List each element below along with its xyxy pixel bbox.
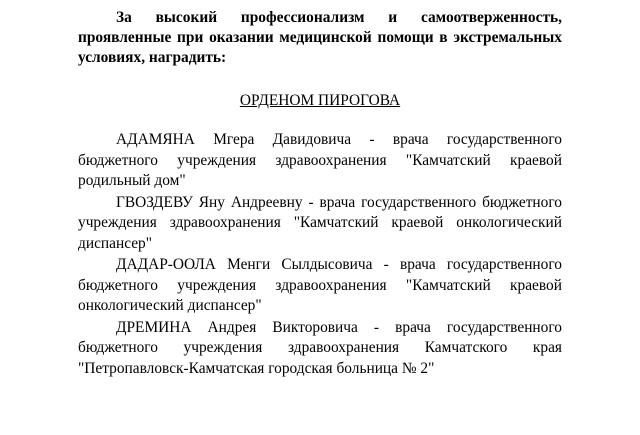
awardee-item: ГВОЗДЕВУ Яну Андреевну - врача государственного бюджетного учреждения здравоохранения "Камчатский краевой онкологический диспансер" <box>78 193 562 252</box>
awardee-item: АДАМЯНА Мгера Давидовича - врача государственного бюджетного учреждения здравоохранения "Камчатский краевой родильный дом" <box>78 131 562 189</box>
order-title-text: ОРДЕНОМ ПИРОГОВА <box>239 92 401 109</box>
awardee-item: ДРЕМИНА Андрея Викторовича - врача государственного бюджетного учреждения здравоохранения Камчатского края "Петропавловск-Камчатская городская больница № 2" <box>78 318 562 377</box>
order-title <box>78 91 562 111</box>
awardee-list <box>78 130 562 379</box>
awardee-item: ДАДАР-ООЛА Менги Сылдысовича - врача государственного бюджетного учреждения здравоохранения "Камчатский краевой онкологический диспансер" <box>78 256 562 314</box>
decree-intro: За высокий профессионализм и самоотверженность, проявленные при оказании медицинской помощи в экстремальных условиях, наградить: <box>78 9 562 66</box>
decree-page <box>78 8 562 380</box>
